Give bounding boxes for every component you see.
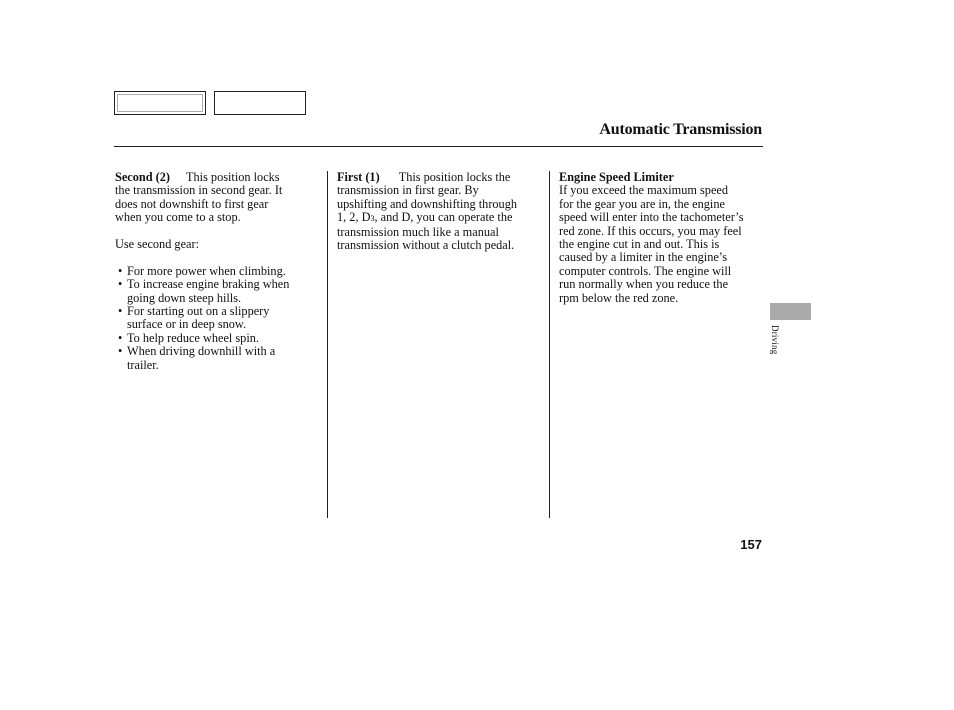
section-tab-label: Driving [770,325,780,355]
page-number: 157 [740,537,762,552]
column-divider [549,171,550,518]
second-gear-line-1: This position locks [186,170,280,184]
engine-speed-limiter-paragraph: If you exceed the maximum speed for the gear you are in, the engine speed will enter into the tachometer’s red zone. If this occurs, you may feel the engine cut in and out. This is caused by a limiter in the engine’s computer controls. The engine will run normally when you reduce the rpm below the red zone. [559,183,744,305]
first-gear-heading: First (1) [337,170,380,184]
bullet-icon: • [118,304,123,319]
list-item: • For starting out on a slippery surface or in deep snow. [118,304,270,332]
second-gear-heading: Second (2) [115,170,170,184]
nav-button-next[interactable] [214,91,306,115]
bullet-icon: • [118,263,123,278]
list-item: • To increase engine braking when going down steep hills. [118,277,290,305]
second-gear-paragraph [115,171,320,225]
bullet-icon: • [118,277,123,292]
list-item: • For more power when climbing. [118,263,286,278]
column-second-gear [115,171,320,372]
section-tab[interactable] [770,303,811,320]
list-item: • To help reduce wheel spin. [118,330,259,345]
use-second-gear-intro: Use second gear: [115,237,199,252]
list-item: • When driving downhill with a trailer. [118,344,276,372]
second-gear-line-3: does not downshift to first gear [115,196,269,211]
first-gear-paragraph: First (1) This position locks the transmission in first gear. By upshifting and downshifting through 1, 2, D3, and D, you can operate the transmission much like a manual transmission without a clutch pedal. [337,170,518,253]
header-divider [114,146,763,147]
second-gear-line-2: the transmission in second gear. It [115,183,283,198]
second-gear-line-4: when you come to a stop. [115,210,241,225]
bullet-icon: • [118,344,123,359]
column-first-gear [337,171,543,252]
page-title: Automatic Transmission [599,121,762,138]
bullet-icon: • [118,330,123,345]
column-engine-speed-limiter [559,171,767,305]
second-gear-use-list [115,265,320,372]
engine-speed-limiter-heading: Engine Speed Limiter [559,170,674,184]
column-divider [327,171,328,518]
nav-button-previous[interactable] [114,91,206,115]
